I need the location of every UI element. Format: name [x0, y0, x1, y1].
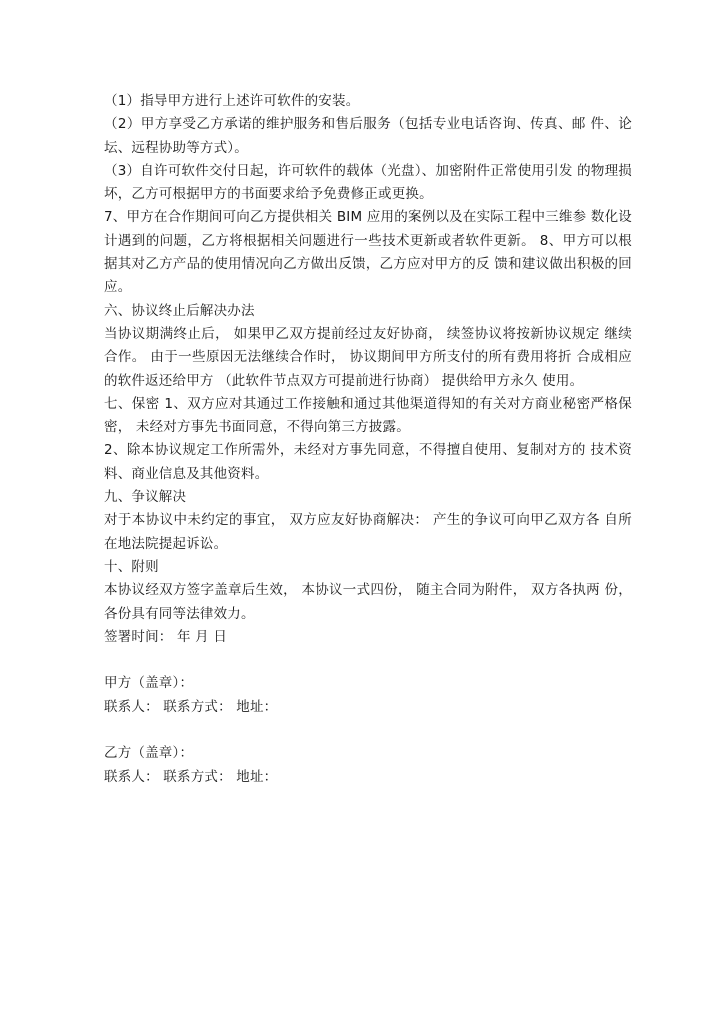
- signing-date: 签署时间： 年 月 日: [104, 628, 228, 645]
- party-b-contact: 联系人： 联系方式： 地址：: [104, 768, 278, 785]
- spacer: [104, 649, 632, 672]
- clause-install-guidance: （1）指导甲方进行上述许可软件的安装。: [104, 93, 360, 109]
- section-heading-dispute: 九、争议解决: [104, 489, 187, 506]
- clause-dispute: 对于本协议中未约定的事宜， 双方应友好协商解决： 产生的争议可向甲乙双方各 自所在地法院提起诉讼。: [104, 512, 632, 552]
- party-a-contact: 联系人： 联系方式： 地址：: [104, 698, 278, 715]
- clause-maintenance-service: （2）甲方享受乙方承诺的维护服务和售后服务（包括专业电话咨询、传真、邮 件、论坛、远程协助等方式）。: [104, 116, 632, 156]
- party-b-seal: 乙方（盖章）：: [104, 745, 194, 762]
- clause-media-replacement: （3）自许可软件交付日起，许可软件的载体（光盘）、加密附件正常使用引发 的物理损坏，乙方可根据甲方的书面要求给予免费修正或更换。: [104, 162, 632, 203]
- clause-termination: 当协议期满终止后， 如果甲乙双方提前经过友好协商， 续签协议将按新协议规定 继续合作。 由于一些原因无法继续合作时， 协议期间甲方所支付的所有费用将折 合成相应的软件返还给甲方 （此软件节点双方可提前进行协商） 提供给甲方永久 使用。: [104, 325, 632, 389]
- section-heading-appendix: 十、附则: [104, 558, 159, 575]
- party-a-seal: 甲方（盖章）：: [104, 675, 194, 692]
- section-heading-termination: 六、协议终止后解决办法: [104, 302, 255, 319]
- clause-confidentiality: 七、保密 1、双方应对其通过工作接触和通过其他渠道得知的有关对方商业秘密严格保密， 未经对方事先书面同意，不得向第三方披露。: [104, 395, 632, 436]
- clause-usage-restriction: 2、除本协议规定工作所需外，未经对方事先同意，不得擅自使用、复制对方的 技术资料、商业信息及其他资料。: [104, 442, 632, 482]
- spacer: [104, 719, 632, 742]
- clause-cooperation-feedback: 7、甲方在合作期间可向乙方提供相关 BIM 应用的案例以及在实际工程中三维参 数化设计遇到的问题，乙方将根据相关问题进行一些技术更新或者软件更新。 8、甲方可以根据其对乙方产品的使用情况向乙方做出反馈，乙方应对甲方的反 馈和建议做出积极的回应。: [104, 209, 632, 296]
- document-page: [104, 90, 632, 789]
- clause-effectiveness: 本协议经双方签字盖章后生效， 本协议一式四份， 随主合同为附件， 双方各执两 份，各份具有同等法律效力。: [104, 582, 632, 622]
